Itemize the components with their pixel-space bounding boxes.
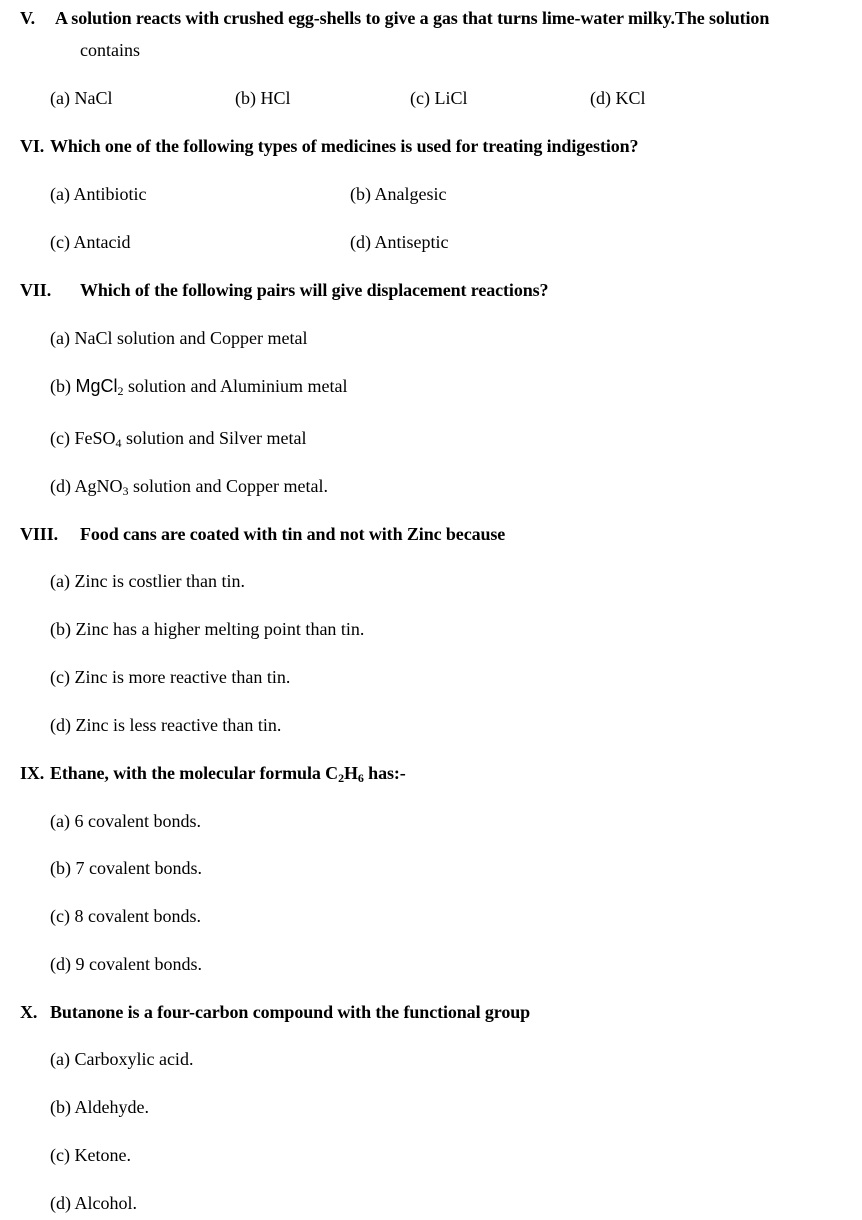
- question-text: A solution reacts with crushed egg-shells to give a gas that turns lime-water milky.The solution: [55, 8, 770, 28]
- option-c: (c) Zinc is more reactive than tin.: [50, 667, 291, 687]
- subscript: 6: [357, 771, 364, 785]
- option-c: (c) LiCl: [410, 88, 468, 108]
- option-text: (d) AgNO: [50, 476, 123, 496]
- option-label: (b): [50, 376, 76, 396]
- option-a: (a) 6 covalent bonds.: [50, 811, 201, 831]
- option-b: (b) Aldehyde.: [50, 1097, 149, 1117]
- text: Ethane, with the molecular formula C: [50, 763, 339, 783]
- subscript: 4: [115, 436, 122, 450]
- option-b: (b) Analgesic: [350, 184, 447, 204]
- text: H: [343, 763, 358, 783]
- question-text-continued: contains: [80, 40, 140, 60]
- question-text: [50, 762, 406, 784]
- option-a: [50, 327, 307, 349]
- option-c: (c) Ketone.: [50, 1145, 131, 1165]
- option-d: (d) Zinc is less reactive than tin.: [50, 715, 282, 735]
- option-b: (b) Zinc has a higher melting point than tin.: [50, 619, 365, 639]
- subscript: 2: [117, 384, 124, 398]
- option-b: (b) HCl: [235, 88, 291, 108]
- option-text: solution and Copper metal.: [128, 476, 328, 496]
- formula: MgCl: [75, 376, 118, 396]
- option-a: (a) NaCl: [50, 88, 113, 108]
- question-text: Butanone is a four-carbon compound with the functional group: [50, 1002, 531, 1022]
- question-number: VI.: [20, 136, 45, 156]
- option-c: (c) 8 covalent bonds.: [50, 906, 201, 926]
- option-d: (d) Antiseptic: [350, 232, 449, 252]
- question-text: Which one of the following types of medicines is used for treating indigestion?: [50, 136, 639, 156]
- question-number: V.: [20, 8, 35, 28]
- option-text: (c) FeSO: [50, 428, 116, 448]
- text: has:-: [363, 763, 406, 783]
- option-d: (d) Alcohol.: [50, 1193, 137, 1213]
- question-number: X.: [20, 1002, 38, 1022]
- question-number: VII.: [20, 280, 52, 300]
- option-a: (a) Carboxylic acid.: [50, 1049, 194, 1069]
- option-text: (a) NaCl solution and Copper metal: [50, 328, 308, 348]
- option-c: (c) Antacid: [50, 232, 131, 252]
- subscript: 3: [122, 484, 129, 498]
- option-a: (a) Zinc is costlier than tin.: [50, 571, 245, 591]
- option-d: (d) 9 covalent bonds.: [50, 954, 202, 974]
- option-b: (b) 7 covalent bonds.: [50, 858, 202, 878]
- option-text: solution and Aluminium metal: [123, 376, 348, 396]
- question-text: Which of the following pairs will give displacement reactions?: [80, 280, 549, 300]
- subscript: 2: [338, 771, 344, 785]
- option-a: (a) Antibiotic: [50, 184, 147, 204]
- option-d: [50, 475, 328, 497]
- option-c: [50, 427, 306, 449]
- question-number: VIII.: [20, 524, 59, 544]
- option-d: (d) KCl: [590, 88, 646, 108]
- question-text: Food cans are coated with tin and not with Zinc because: [80, 524, 506, 544]
- question-number: IX.: [20, 763, 45, 783]
- option-text: solution and Silver metal: [121, 428, 307, 448]
- option-b: [50, 375, 348, 397]
